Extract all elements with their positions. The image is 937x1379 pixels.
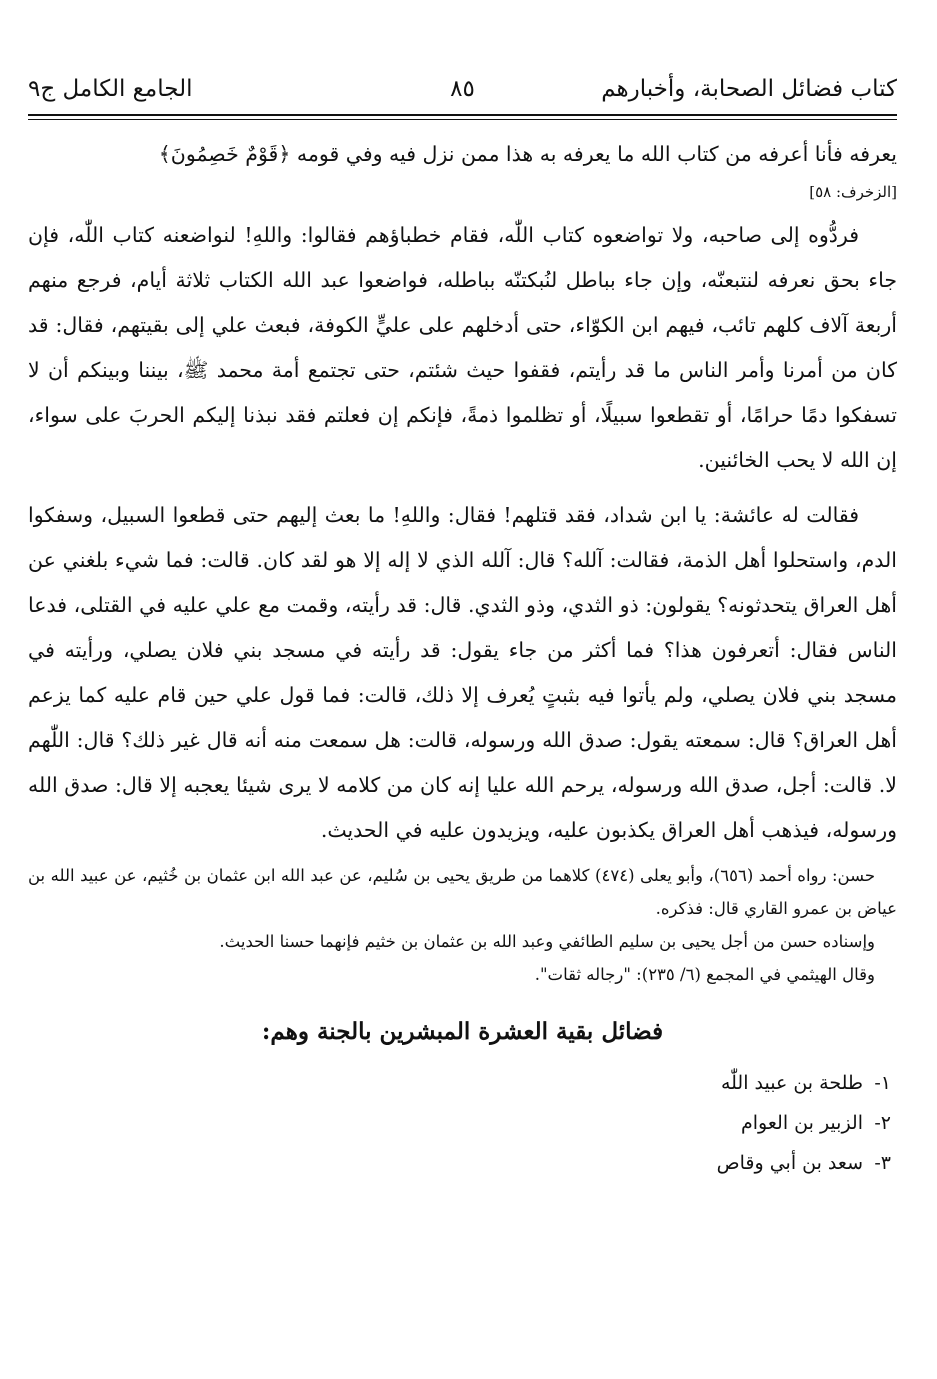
paragraph-2: فردُّوه إلى صاحبه، ولا تواضعوه كتاب اللّٰه، فقام خطباؤهم فقالوا: واللهِ! لنواضعنه كتاب اللّٰه، فإن جاء بحق نعرفه لنتبعنّه، وإن جاء بباطل لنُبكتنّه بباطله، فواضعوا عبد الله الكتاب ثلاثة أيام، فرجع منهم أربعة آلاف كلهم تائب، فيهم ابن الكوّاء، حتى أدخلهم على عليٍّ الكوفة، فبعث علي إلى بقيتهم، فقال: قد كان من أمرنا وأمر الناس ما قد رأيتم، فقفوا حيث شئتم، حتى تجتمع أمة محمد ﷺ، بيننا وبينكم أن لا تسفكوا دمًا حرامًا، أو تقطعوا سبيلًا، أو تظلموا ذمةً، فإنكم إن فعلتم فقد نبذنا إليكم الحربَ على سواء، إن الله لا يحب الخائنين. [28,223,897,472]
page-number: ٨٥ [450,76,475,102]
section-heading: فضائل بقية العشرة المبشرين بالجنة وهم: [261,1018,664,1045]
running-title-section: كتاب فضائل الصحابة، وأخبارهم [601,76,897,102]
page-body [28,132,897,1183]
list-item-name: الزبير بن العوام [741,1112,863,1134]
header-rule-thin [28,119,897,120]
page-header [28,70,897,110]
list-item-number: ٣- [874,1152,891,1174]
companions-list [28,1063,897,1183]
list-item-number: ١- [874,1072,891,1094]
haythami-note: وقال الهيثمي في المجمع (٦/ ٢٣٥): "رجاله ثقات". [534,965,875,984]
paragraph-3: فقالت له عائشة: يا ابن شداد، فقد قتلهم! فقال: واللهِ! ما بعث إليهم حتى قطعوا السبيل، وسفكوا الدم، واستحلوا أهل الذمة، فقالت: آلله؟ قال: آلله الذي لا إله إلا هو لقد كان. قالت: فما شيء بلغني عن أهل العراق يتحدثونه؟ يقولون: ذو الثدي، وذو الثدي. قال: قد رأيته، وقمت مع علي عليه في القتلى، فدعا الناس فقال: أتعرفون هذا؟ فما أكثر من جاء يقول: قد رأيته في مسجد بني فلان يصلي، ورأيته في مسجد بني فلان يصلي، ولم يأتوا فيه بثبتٍ يُعرف إلا ذلك، قالت: فما قول علي حين قام عليه كما يزعم أهل العراق؟ قال: سمعته يقول: صدق الله ورسوله، قالت: هل سمعت منه أنه قال غير ذلك؟ قال: اللّٰهم لا. قالت: أجل، صدق الله ورسوله، يرحم الله عليا إنه كان من كلامه لا يرى شيئا يعجبه إلا قال: صدق الله ورسوله، فيذهب أهل العراق يكذبون عليه، ويزيدون عليه في الحديث. [28,503,897,842]
isnad-note: وإسناده حسن من أجل يحيى بن سليم الطائفي وعبد الله بن عثمان بن خثيم فإنهما حسنا الحديث. [219,932,875,951]
quran-citation: [الزخرف: ٥٨] [809,183,897,201]
list-item-name: سعد بن أبي وقاص [716,1152,863,1174]
hadith-grading-note: حسن: رواه أحمد (٦٥٦)، وأبو يعلى (٤٧٤) كلاهما من طريق يحيى بن سُليم، عن عبد الله ابن عثمان بن خُثيم، عن عبيد الله بن عياض بن عمرو القاري قال: فذكره. [28,866,897,918]
list-item-number: ٢- [874,1112,891,1134]
list-item [28,1143,891,1183]
paragraph-1: يعرفه فأنا أعرفه من كتاب الله ما يعرفه به هذا ممن نزل فيه وفي قومه ﴿قَوْمٌ خَصِمُونَ﴾ [158,142,897,166]
list-item-name: طلحة بن عبيد اللّٰه [720,1072,863,1094]
list-item [28,1103,891,1143]
header-rule-thick [28,114,897,116]
running-title-volume: الجامع الكامل ج٩ [28,76,193,102]
list-item [28,1063,891,1103]
